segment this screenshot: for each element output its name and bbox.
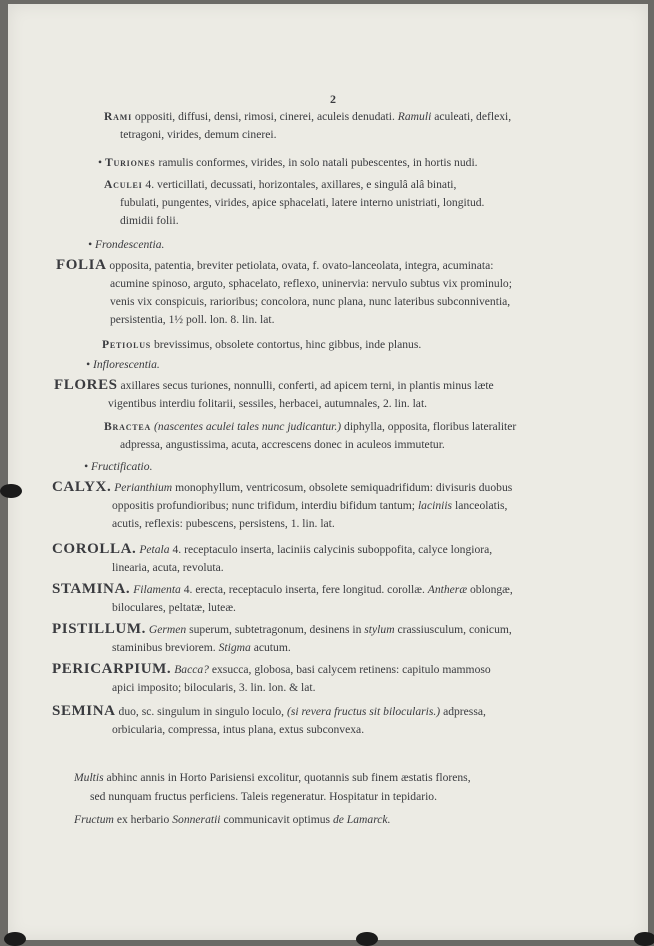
calyx-entry: CALYX. Perianthium monophyllum, ventricosum, obsolete semiquadrifidum: divisuris duobus oppositis profundioribus; nunc trifidum, interdiu bifidum tantum; laciniis lanceolatis, acutis, reflexis: pubescens, persistens, 1. lin. lat. — [52, 479, 513, 530]
turiones-entry: • Turiones ramulis conformes, virides, in solo natali pubescentes, in hortis nudi. — [98, 156, 478, 169]
source-note: Fructum ex herbario Sonneratii communicavit optimus de Lamarck. — [74, 813, 391, 826]
folia-entry: FOLIA opposita, patentia, breviter petiolata, ovata, f. ovato-lanceolata, integra, acuminata: acumine spinoso, arguto, sphacelato, reflexo, uninervia: nervulo subtus vix prominulo; venis vix conspicuis, rarioribus; concolora, nunc plana, nunc lateribus subconniventia, persistentia, 1½ poll. lon. 8. lin. lat. — [56, 257, 512, 326]
corolla-entry: COROLLA. Petala 4. receptaculo inserta, laciniis calycinis suboppofita, calyce longiora, linearia, acuta, revoluta. — [52, 541, 493, 574]
bractea-entry: Bractea (nascentes aculei tales nunc judicantur.) diphylla, opposita, floribus lateraliter adpressa, angustissima, acuta, accrescens donec in aculeos immutetur. — [104, 420, 517, 451]
petiolus-entry: Petiolus brevissimus, obsolete contortus, hinc gibbus, inde planus. — [102, 338, 422, 351]
section-fructificatio: • Fructificatio. — [84, 460, 153, 473]
page-number: 2 — [330, 92, 336, 106]
section-frondescentia: • Frondescentia. — [88, 238, 165, 251]
binding-hole — [0, 484, 22, 498]
document-page — [8, 4, 648, 940]
stamina-entry: STAMINA. Filamenta 4. erecta, receptaculo inserta, fere longitud. corollæ. Antheræ oblongæ, biloculares, peltatæ, luteæ. — [52, 581, 513, 614]
semina-entry: SEMINA duo, sc. singulum in singulo loculo, (si revera fructus sit bilocularis.) adpressa, orbicularia, compressa, intus plana, extus subconvexa. — [52, 703, 486, 736]
pericarpium-entry: PERICARPIUM. Bacca? exsucca, globosa, basi calycem retinens: capitulo mammoso apici imposito; bilocularis, 3. lin. lon. & lat. — [52, 661, 491, 694]
rami-entry: Rami oppositi, diffusi, densi, rimosi, cinerei, aculeis denudati. Ramuli aculeati, deflexi, tetragoni, virides, demum cinerei. — [104, 110, 512, 141]
flores-entry: FLORES axillares secus turiones, nonnulli, conferti, ad apicem terni, in plantis minus læte vigentibus interdiu folitarii, sessiles, herbacei, autumnales, 2. lin. lat. — [54, 377, 494, 410]
cultivation-note: Multis abhinc annis in Horto Parisiensi excolitur, quotannis sub finem æstatis florens, sed nunquam fructus perficiens. Taleis regeneratur. Hospitatur in tepidario. — [74, 771, 471, 803]
section-inflorescentia: • Inflorescentia. — [86, 358, 160, 371]
aculei-entry: Aculei 4. verticillati, decussati, horizontales, axillares, e singulâ alâ binati, fubulati, pungentes, virides, apice sphacelati, latere interno unistriati, longitud. dimidii folii. — [104, 178, 485, 227]
pistillum-entry: PISTILLUM. Germen superum, subtetragonum, desinens in stylum crassiusculum, conicum, staminibus breviorem. Stigma acutum. — [52, 621, 512, 654]
